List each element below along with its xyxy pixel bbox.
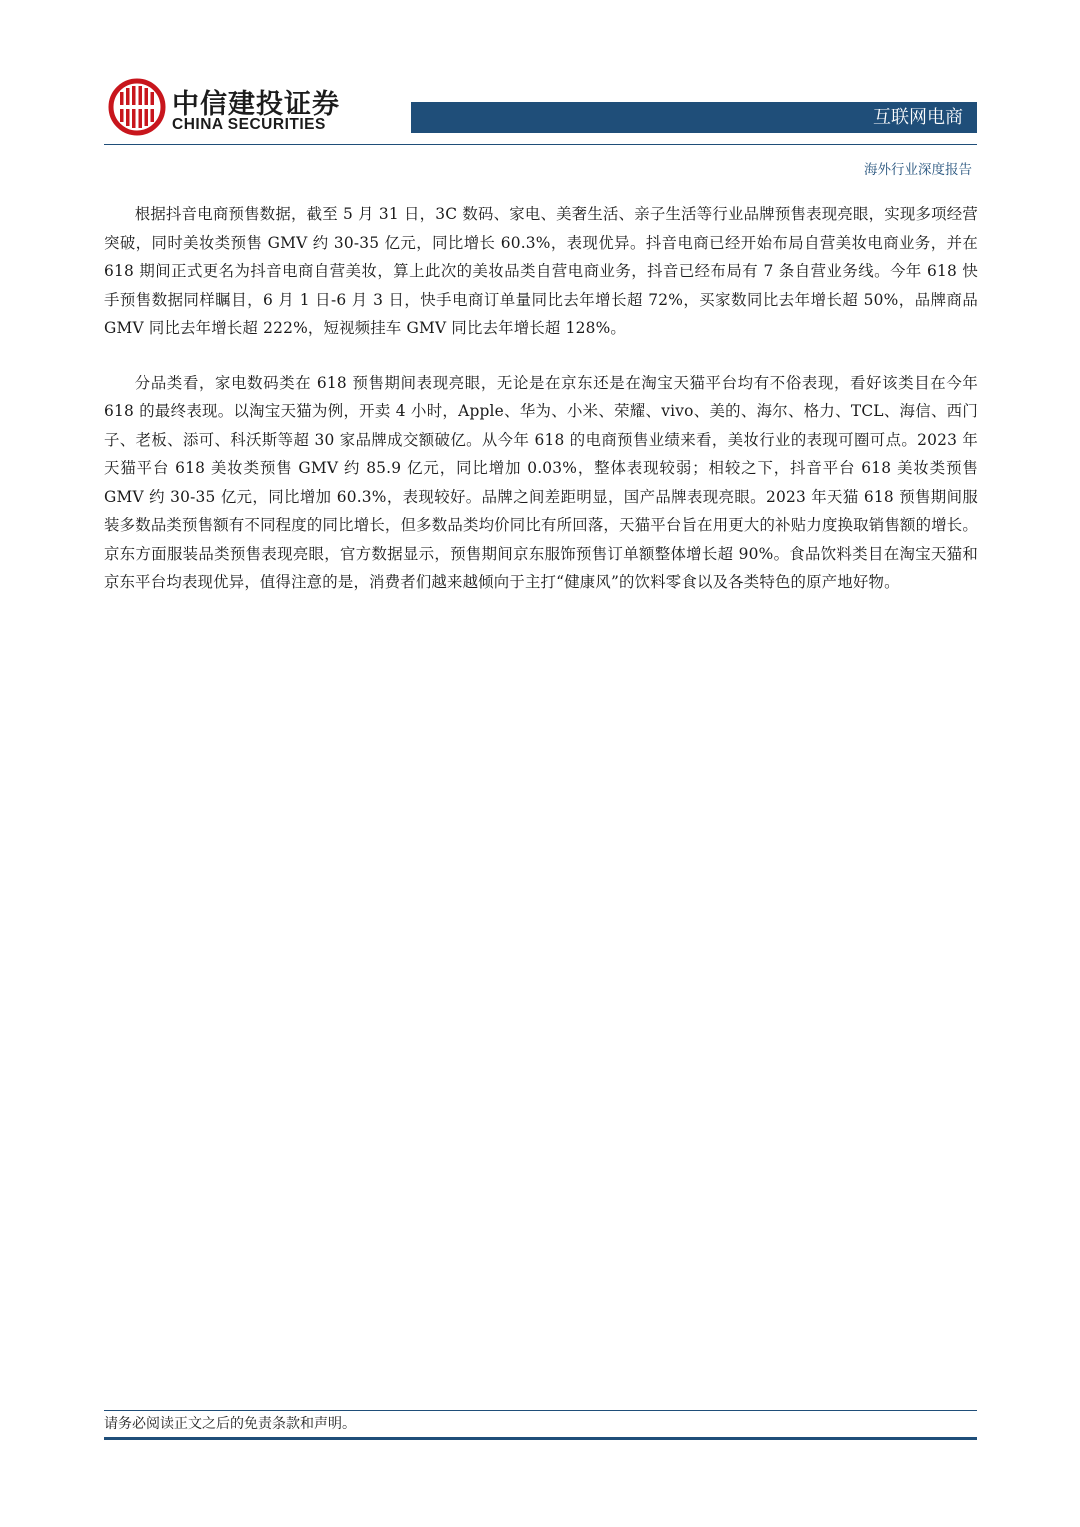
logo-chinese-name: 中信建投证券 [172,89,340,120]
report-type-label: 海外行业深度报告 [864,162,972,178]
report-body [104,200,978,623]
china-securities-logo-icon [108,78,166,136]
footer-divider-thin [104,1410,977,1411]
body-paragraph: 分品类看，家电数码类在 618 预售期间表现亮眼，无论是在京东还是在淘宝天猫平台均有不俗表现，看好该类目在今年 618 的最终表现。以淘宝天猫为例，开卖 4 小时，Apple、华为、小米、荣耀、vivo、美的、海尔、格力、TCL、海信、西门子、老板、添可、科沃斯等超 30 家品牌成交额破亿。从今年 618 的电商预售业绩来看，美妆行业的表现可圈可点。2023 年天猫平台 618 美妆类预售 GMV 约 85.9 亿元，同比增加 0.03%，整体表现较弱；相较之下，抖音平台 618 美妆类预售 GMV 约 30-35 亿元，同比增加 60.3%，表现较好。品牌之间差距明显，国产品牌表现亮眼。2023 年天猫 618 预售期间服装多数品类预售额有不同程度的同比增长，但多数品类均价同比有所回落，天猫平台旨在用更大的补贴力度换取销售额的增长。京东方面服装品类预售表现亮眼，官方数据显示，预售期间京东服饰预售订单额整体增长超 90%。食品饮料类目在淘宝天猫和京东平台均表现优异，值得注意的是，消费者们越来越倾向于主打“健康风”的饮料零食以及各类特色的原产地好物。 [104,373,978,591]
logo-english-name: CHINA SECURITIES [172,116,326,133]
footer-disclaimer: 请务必阅读正文之后的免责条款和声明。 [104,1416,356,1432]
header-divider [104,144,977,145]
footer-divider-thick [104,1437,977,1440]
company-logo [108,78,348,138]
section-label-bar: 互联网电商 [411,102,977,133]
body-paragraph: 根据抖音电商预售数据，截至 5 月 31 日，3C 数码、家电、美奢生活、亲子生活等行业品牌预售表现亮眼，实现多项经营突破，同时美妆类预售 GMV 约 30-35 亿元，同比增长 60.3%，表现优异。抖音电商已经开始布局自营美妆电商业务，并在 618 期间正式更名为抖音电商自营美妆，算上此次的美妆品类自营电商业务，抖音已经布局有 7 条自营业务线。今年 618 快手预售数据同样瞩目，6 月 1 日-6 月 3 日，快手电商订单量同比去年增长超 72%，买家数同比去年增长超 50%，品牌商品 GMV 同比去年增长超 222%，短视频挂车 GMV 同比去年增长超 128%。 [104,205,978,337]
